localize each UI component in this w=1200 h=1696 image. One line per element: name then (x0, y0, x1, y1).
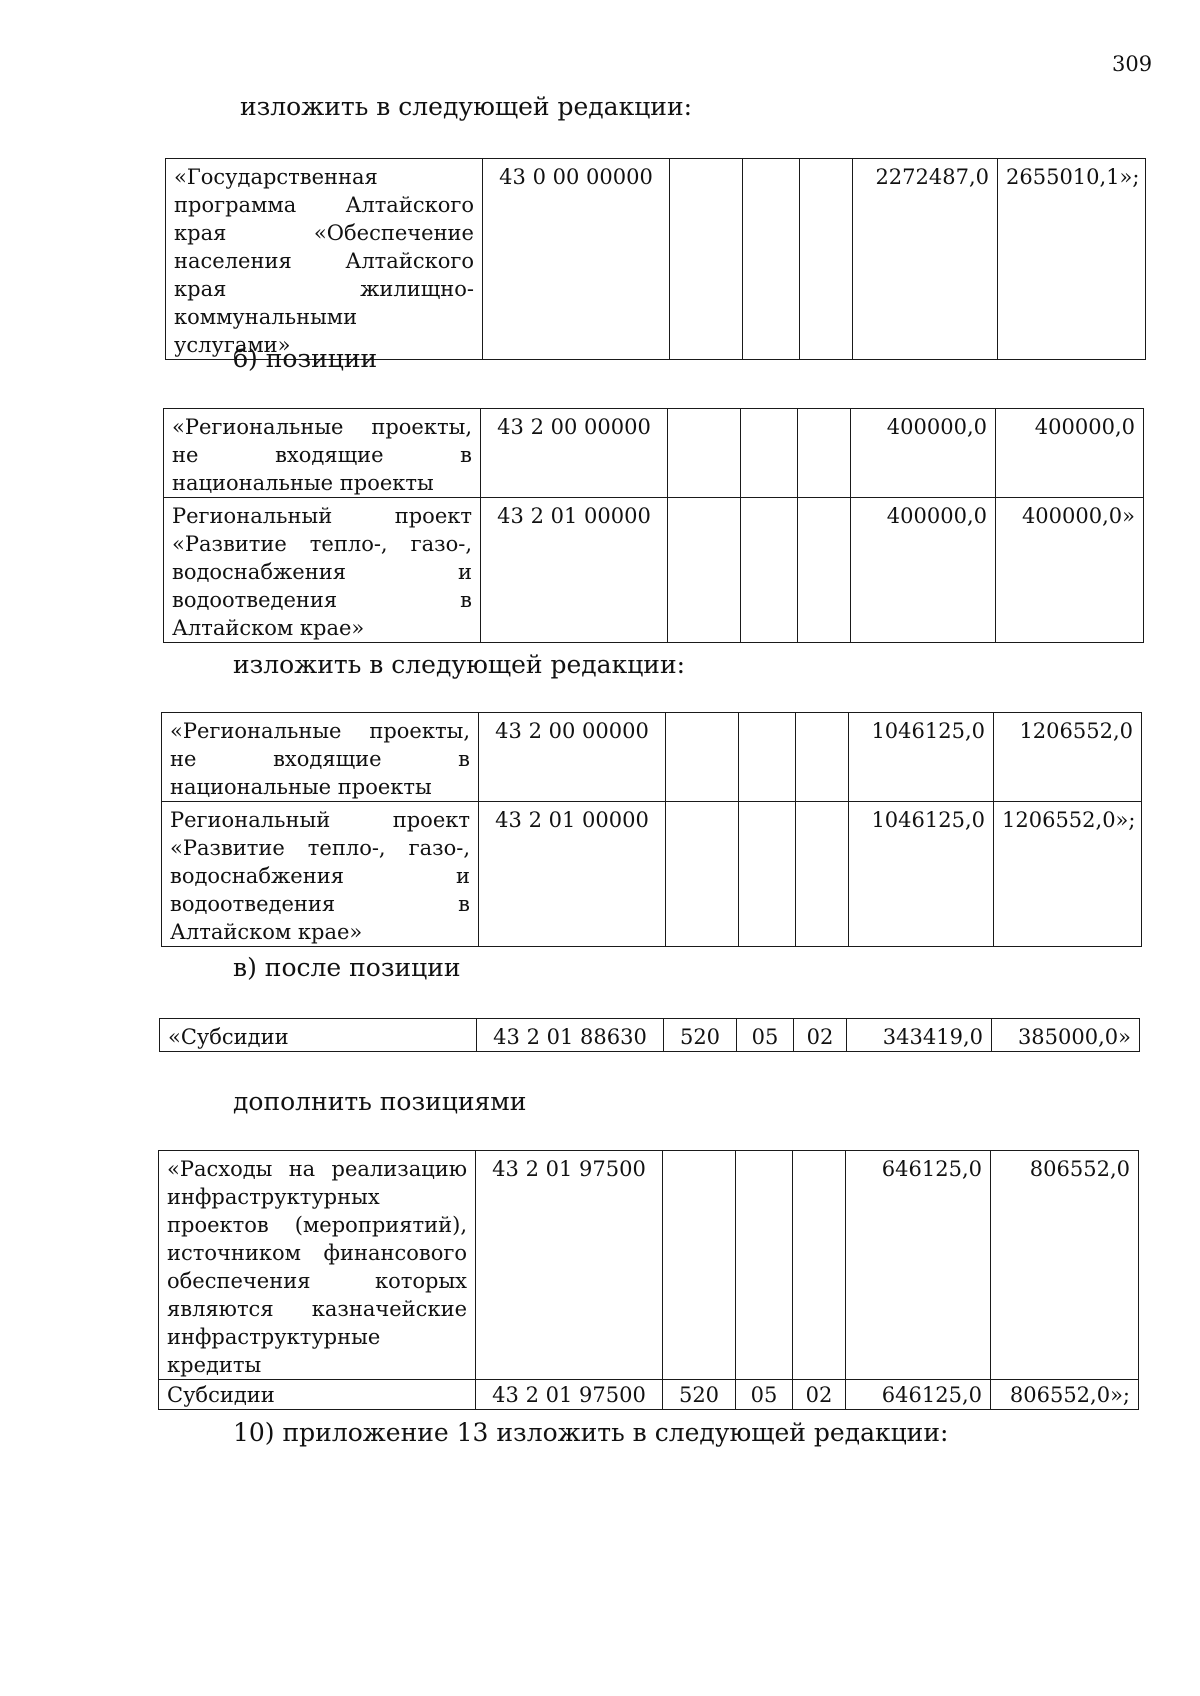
table-positions-new (161, 712, 1142, 947)
row-sum-1: 646125,0 (846, 1151, 991, 1380)
row-vr (663, 1151, 736, 1380)
heading-positions-b: б) позиции (233, 344, 378, 373)
row-rz (736, 1151, 793, 1380)
row-rz (743, 159, 800, 360)
row-pr (800, 159, 853, 360)
table-subsidy-anchor (159, 1018, 1140, 1052)
heading-after-position: в) после позиции (233, 953, 461, 982)
row-name: Региональный проект «Развитие тепло-, газо-, водоснабжения и водоотведения в Алтайском крае» (164, 498, 481, 643)
row-code: 43 0 00 00000 (483, 159, 670, 360)
row-pr (798, 409, 851, 498)
table-program (165, 158, 1146, 360)
heading-restate-1: изложить в следующей редакции: (240, 92, 693, 121)
row-vr (668, 498, 741, 643)
table-added-positions (158, 1150, 1139, 1410)
row-name: «Субсидии (160, 1019, 477, 1052)
row-sum-1: 2272487,0 (853, 159, 998, 360)
row-pr (798, 498, 851, 643)
row-rz (739, 713, 796, 802)
table-row (162, 713, 1142, 802)
row-code: 43 2 01 00000 (481, 498, 668, 643)
row-sum-1: 400000,0 (851, 409, 996, 498)
row-pr: 02 (794, 1019, 847, 1052)
table-row (160, 1019, 1140, 1052)
row-name: «Расходы на реализацию инфраструктурных проектов (мероприятий), источником финансового обеспечения которых являются казначейские инфраструктурные кредиты (159, 1151, 476, 1380)
row-vr (666, 802, 739, 947)
row-sum-2: 806552,0»; (991, 1380, 1139, 1410)
row-sum-2: 2655010,1»; (998, 159, 1146, 360)
row-pr (793, 1151, 846, 1380)
table-row (159, 1151, 1139, 1380)
row-name: «Региональные проекты, не входящие в национальные проекты (164, 409, 481, 498)
row-vr (670, 159, 743, 360)
row-pr: 02 (793, 1380, 846, 1410)
row-code: 43 2 00 00000 (479, 713, 666, 802)
row-sum-2: 385000,0» (992, 1019, 1140, 1052)
table-row (164, 409, 1144, 498)
row-name: «Государственная программа Алтайского края «Обеспечение населения Алтайского края жилищно-коммунальными услугами» (166, 159, 483, 360)
row-code: 43 2 00 00000 (481, 409, 668, 498)
row-code: 43 2 01 97500 (476, 1151, 663, 1380)
row-sum-1: 1046125,0 (849, 802, 994, 947)
row-sum-2: 806552,0 (991, 1151, 1139, 1380)
row-pr (796, 713, 849, 802)
heading-appendix-13: 10) приложение 13 изложить в следующей редакции: (233, 1418, 949, 1447)
row-sum-1: 400000,0 (851, 498, 996, 643)
row-name: «Региональные проекты, не входящие в национальные проекты (162, 713, 479, 802)
row-rz: 05 (736, 1380, 793, 1410)
table-row (164, 498, 1144, 643)
table-row (162, 802, 1142, 947)
row-name: Региональный проект «Развитие тепло-, газо-, водоснабжения и водоотведения в Алтайском крае» (162, 802, 479, 947)
page-number: 309 (1112, 52, 1153, 76)
row-sum-2: 1206552,0 (994, 713, 1142, 802)
row-sum-1: 646125,0 (846, 1380, 991, 1410)
row-rz (741, 409, 798, 498)
table-row (159, 1380, 1139, 1410)
row-sum-2: 1206552,0»; (994, 802, 1142, 947)
row-pr (796, 802, 849, 947)
table-positions-old (163, 408, 1144, 643)
heading-restate-2: изложить в следующей редакции: (233, 650, 686, 679)
table-row (166, 159, 1146, 360)
row-name: Субсидии (159, 1380, 476, 1410)
row-sum-2: 400000,0 (996, 409, 1144, 498)
row-vr (666, 713, 739, 802)
row-code: 43 2 01 97500 (476, 1380, 663, 1410)
row-rz (741, 498, 798, 643)
row-code: 43 2 01 88630 (477, 1019, 664, 1052)
row-vr: 520 (664, 1019, 737, 1052)
row-vr (668, 409, 741, 498)
row-sum-2: 400000,0» (996, 498, 1144, 643)
row-rz: 05 (737, 1019, 794, 1052)
row-sum-1: 1046125,0 (849, 713, 994, 802)
row-sum-1: 343419,0 (847, 1019, 992, 1052)
row-rz (739, 802, 796, 947)
row-vr: 520 (663, 1380, 736, 1410)
row-code: 43 2 01 00000 (479, 802, 666, 947)
heading-add-positions: дополнить позициями (233, 1087, 527, 1116)
